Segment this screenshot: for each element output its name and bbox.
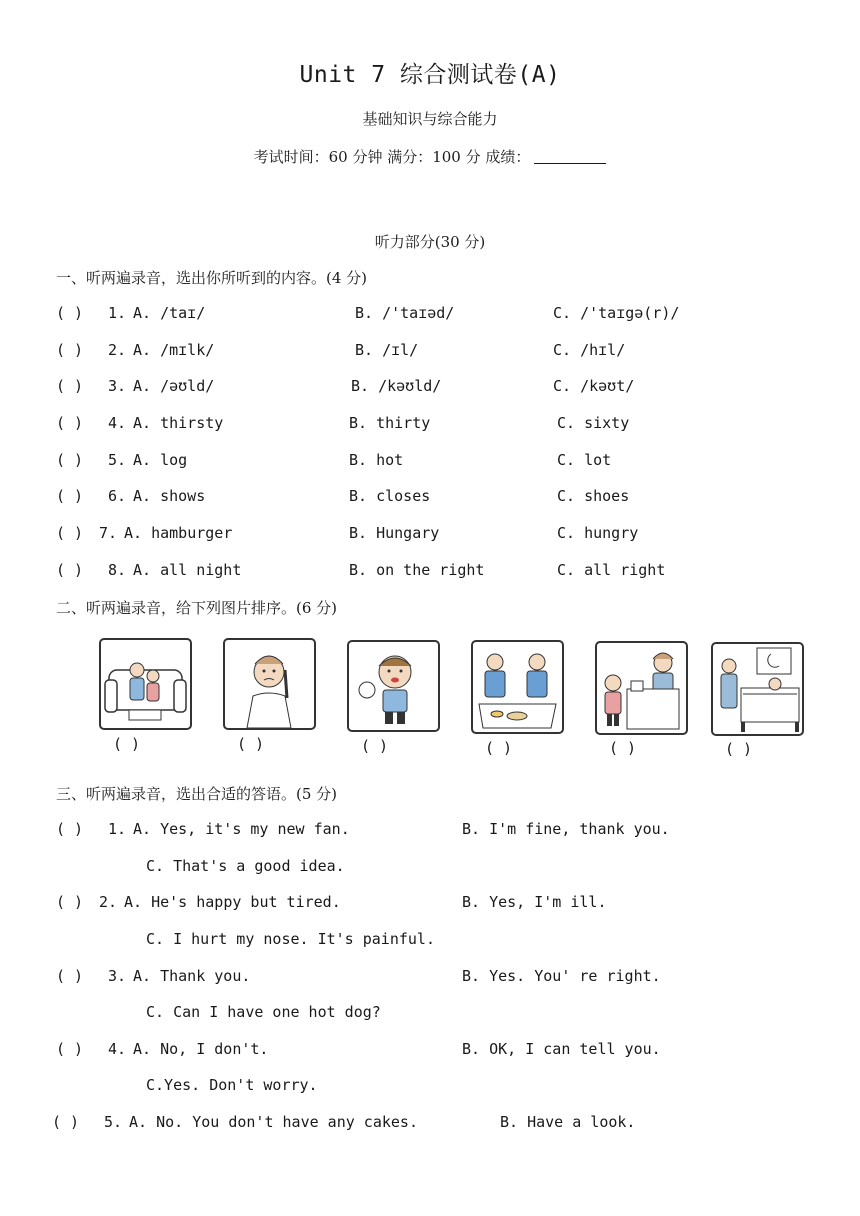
- exam-info: [0, 146, 860, 167]
- s3-q5-option-b: B. Have a look.: [500, 1113, 636, 1131]
- s3-q1-option-b: B. I'm fine, thank you.: [462, 820, 670, 838]
- s3-q4-option-c: C.Yes. Don't worry.: [146, 1076, 318, 1094]
- s1-q4-option-c: C. sixty: [557, 414, 630, 432]
- s1-q3-option-a: A. /əʊld/: [133, 377, 215, 395]
- s3-q3-option-b: B. Yes. You' re right.: [462, 967, 661, 985]
- picture-2-answer[interactable]: ( ): [237, 735, 265, 753]
- s1-q2-option-a: A. /mɪlk/: [133, 341, 215, 359]
- s1-q6-paren[interactable]: ( ): [56, 487, 84, 505]
- section2-title: 二、听两遍录音，给下列图片排序。(6 分): [56, 599, 338, 617]
- s1-q8-option-b: B. on the right: [349, 561, 485, 579]
- s3-q4-num: 4.: [108, 1040, 127, 1058]
- s1-q1-option-c: C. /'taɪgə(r)/: [553, 304, 680, 322]
- s3-q1-num: 1.: [108, 820, 127, 838]
- exam-subtitle: 基础知识与综合能力: [362, 110, 498, 128]
- picture-3-answer[interactable]: ( ): [361, 737, 389, 755]
- s3-q2-option-b: B. Yes, I'm ill.: [462, 893, 607, 911]
- exam-info-text: 考试时间：60 分钟 满分：100 分 成绩：: [253, 148, 531, 166]
- s1-q3-option-b: B. /kəʊld/: [351, 377, 442, 395]
- sofa-scene-icon: [101, 640, 190, 728]
- s3-q5-option-a: A. No. You don't have any cakes.: [129, 1113, 418, 1131]
- s3-q2-num: 2.: [99, 893, 118, 911]
- s1-q7-option-b: B. Hungary: [349, 524, 440, 542]
- s1-q2-option-b: B. /ɪl/: [355, 341, 419, 359]
- picture-6-bedroom: [711, 642, 804, 736]
- s3-q5-paren[interactable]: ( ): [52, 1113, 80, 1131]
- dining-scene-icon: [473, 642, 562, 732]
- s3-q4-option-b: B. OK, I can tell you.: [462, 1040, 661, 1058]
- s1-q1-option-a: A. /taɪ/: [133, 304, 206, 322]
- s1-q4-option-a: A. thirsty: [133, 414, 224, 432]
- s3-q5-num: 5.: [104, 1113, 123, 1131]
- s1-q6-option-b: B. closes: [349, 487, 431, 505]
- picture-5-answer[interactable]: ( ): [609, 739, 637, 757]
- s1-q7-option-c: C. hungry: [557, 524, 639, 542]
- s1-q8-option-c: C. all right: [557, 561, 666, 579]
- s3-q4-option-a: A. No, I don't.: [133, 1040, 269, 1058]
- s1-q1-num: 1.: [108, 304, 127, 322]
- s3-q2-option-c: C. I hurt my nose. It's painful.: [146, 930, 435, 948]
- s1-q2-num: 2.: [108, 341, 127, 359]
- s1-q7-paren[interactable]: ( ): [56, 524, 84, 542]
- picture-2-headache: [223, 638, 316, 730]
- s1-q8-paren[interactable]: ( ): [56, 561, 84, 579]
- s3-q2-option-a: A. He's happy but tired.: [124, 893, 341, 911]
- shop-scene-icon: [597, 643, 686, 733]
- s1-q4-option-b: B. thirty: [349, 414, 431, 432]
- s1-q4-num: 4.: [108, 414, 127, 432]
- s3-q3-paren[interactable]: ( ): [56, 967, 84, 985]
- s1-q8-num: 8.: [108, 561, 127, 579]
- s3-q3-option-a: A. Thank you.: [133, 967, 251, 985]
- bedroom-scene-icon: [713, 644, 802, 734]
- s1-q7-option-a: A. hamburger: [124, 524, 233, 542]
- picture-4-table: [471, 640, 564, 734]
- s3-q3-num: 3.: [108, 967, 127, 985]
- picture-3-boy-eating: [347, 640, 440, 732]
- s3-q3-option-c: C. Can I have one hot dog?: [146, 1003, 381, 1021]
- picture-6-answer[interactable]: ( ): [725, 740, 753, 758]
- s1-q3-num: 3.: [108, 377, 127, 395]
- s1-q7-num: 7.: [99, 524, 118, 542]
- exam-title: Unit 7 综合测试卷(A): [299, 62, 561, 88]
- s1-q4-paren[interactable]: ( ): [56, 414, 84, 432]
- s1-q5-option-c: C. lot: [557, 451, 612, 469]
- s3-q1-option-a: A. Yes, it's my new fan.: [133, 820, 350, 838]
- sick-woman-icon: [225, 640, 314, 728]
- s1-q2-paren[interactable]: ( ): [56, 341, 84, 359]
- picture-5-shop: [595, 641, 688, 735]
- boy-eating-icon: [349, 642, 438, 730]
- picture-1-answer[interactable]: ( ): [113, 735, 141, 753]
- section1-title: 一、听两遍录音，选出你所听到的内容。(4 分): [56, 269, 368, 287]
- score-blank: [534, 163, 606, 164]
- s1-q5-paren[interactable]: ( ): [56, 451, 84, 469]
- s3-q4-paren[interactable]: ( ): [56, 1040, 84, 1058]
- s1-q8-option-a: A. all night: [133, 561, 242, 579]
- picture-4-answer[interactable]: ( ): [485, 739, 513, 757]
- s1-q5-num: 5.: [108, 451, 127, 469]
- s1-q6-option-a: A. shows: [133, 487, 206, 505]
- s3-q2-paren[interactable]: ( ): [56, 893, 84, 911]
- section3-title: 三、听两遍录音，选出合适的答语。(5 分): [56, 785, 338, 803]
- s3-q1-option-c: C. That's a good idea.: [146, 857, 345, 875]
- s1-q1-option-b: B. /'taɪəd/: [355, 304, 455, 322]
- picture-1-sofa: [99, 638, 192, 730]
- s1-q1-paren[interactable]: ( ): [56, 304, 84, 322]
- s1-q6-option-c: C. shoes: [557, 487, 630, 505]
- s1-q3-option-c: C. /kəʊt/: [553, 377, 635, 395]
- s3-q1-paren[interactable]: ( ): [56, 820, 84, 838]
- part-title: 听力部分(30 分): [374, 233, 486, 251]
- s1-q2-option-c: C. /hɪl/: [553, 341, 626, 359]
- s1-q6-num: 6.: [108, 487, 127, 505]
- s1-q5-option-a: A. log: [133, 451, 188, 469]
- s1-q3-paren[interactable]: ( ): [56, 377, 84, 395]
- s1-q5-option-b: B. hot: [349, 451, 404, 469]
